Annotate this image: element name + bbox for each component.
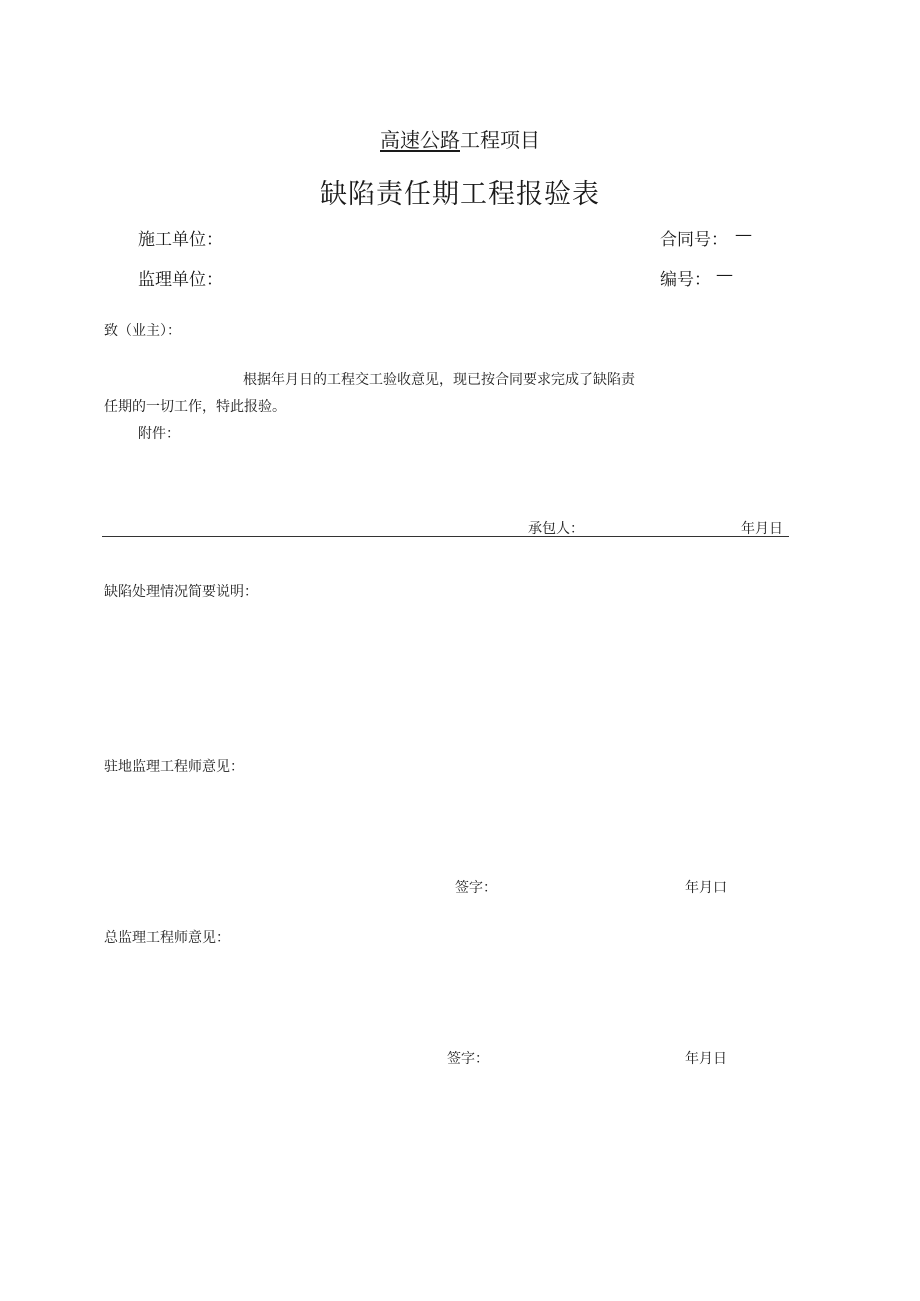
serial-no-label: 编号： <box>660 270 711 290</box>
project-title <box>0 124 920 153</box>
to-owner-label: 致（业主）： <box>104 323 181 339</box>
project-title-underlined: 高速公路 <box>380 128 460 152</box>
contract-no-value: — <box>735 225 752 245</box>
contractor-label: 承包人： <box>528 521 584 537</box>
chief-sign-label: 签字： <box>447 1051 489 1067</box>
defect-description-label: 缺陷处理情况简要说明： <box>104 584 258 600</box>
chief-date: 年月日 <box>685 1051 727 1067</box>
section-divider <box>102 536 789 537</box>
resident-engineer-label: 驻地监理工程师意见： <box>104 759 244 775</box>
letter-body-line-2: 任期的一切工作，特此报验。 <box>104 399 286 415</box>
chief-engineer-label: 总监理工程师意见： <box>104 930 230 946</box>
contract-no-label: 合同号： <box>660 230 728 250</box>
serial-no-value: — <box>716 265 733 285</box>
letter-body-line-1: 根据年月日的工程交工验收意见，现已按合同要求完成了缺陷责 <box>243 372 635 388</box>
resident-sign-label: 签字： <box>455 880 497 896</box>
supervision-unit-label: 监理单位： <box>138 270 223 290</box>
attachment-label: 附件： <box>138 426 180 442</box>
form-title: 缺陷责任期工程报验表 <box>320 179 600 210</box>
resident-date: 年月口 <box>685 880 727 896</box>
contractor-date: 年月日 <box>741 521 783 537</box>
project-title-rest: 工程项目 <box>460 128 540 152</box>
construction-unit-label: 施工单位： <box>138 230 223 250</box>
